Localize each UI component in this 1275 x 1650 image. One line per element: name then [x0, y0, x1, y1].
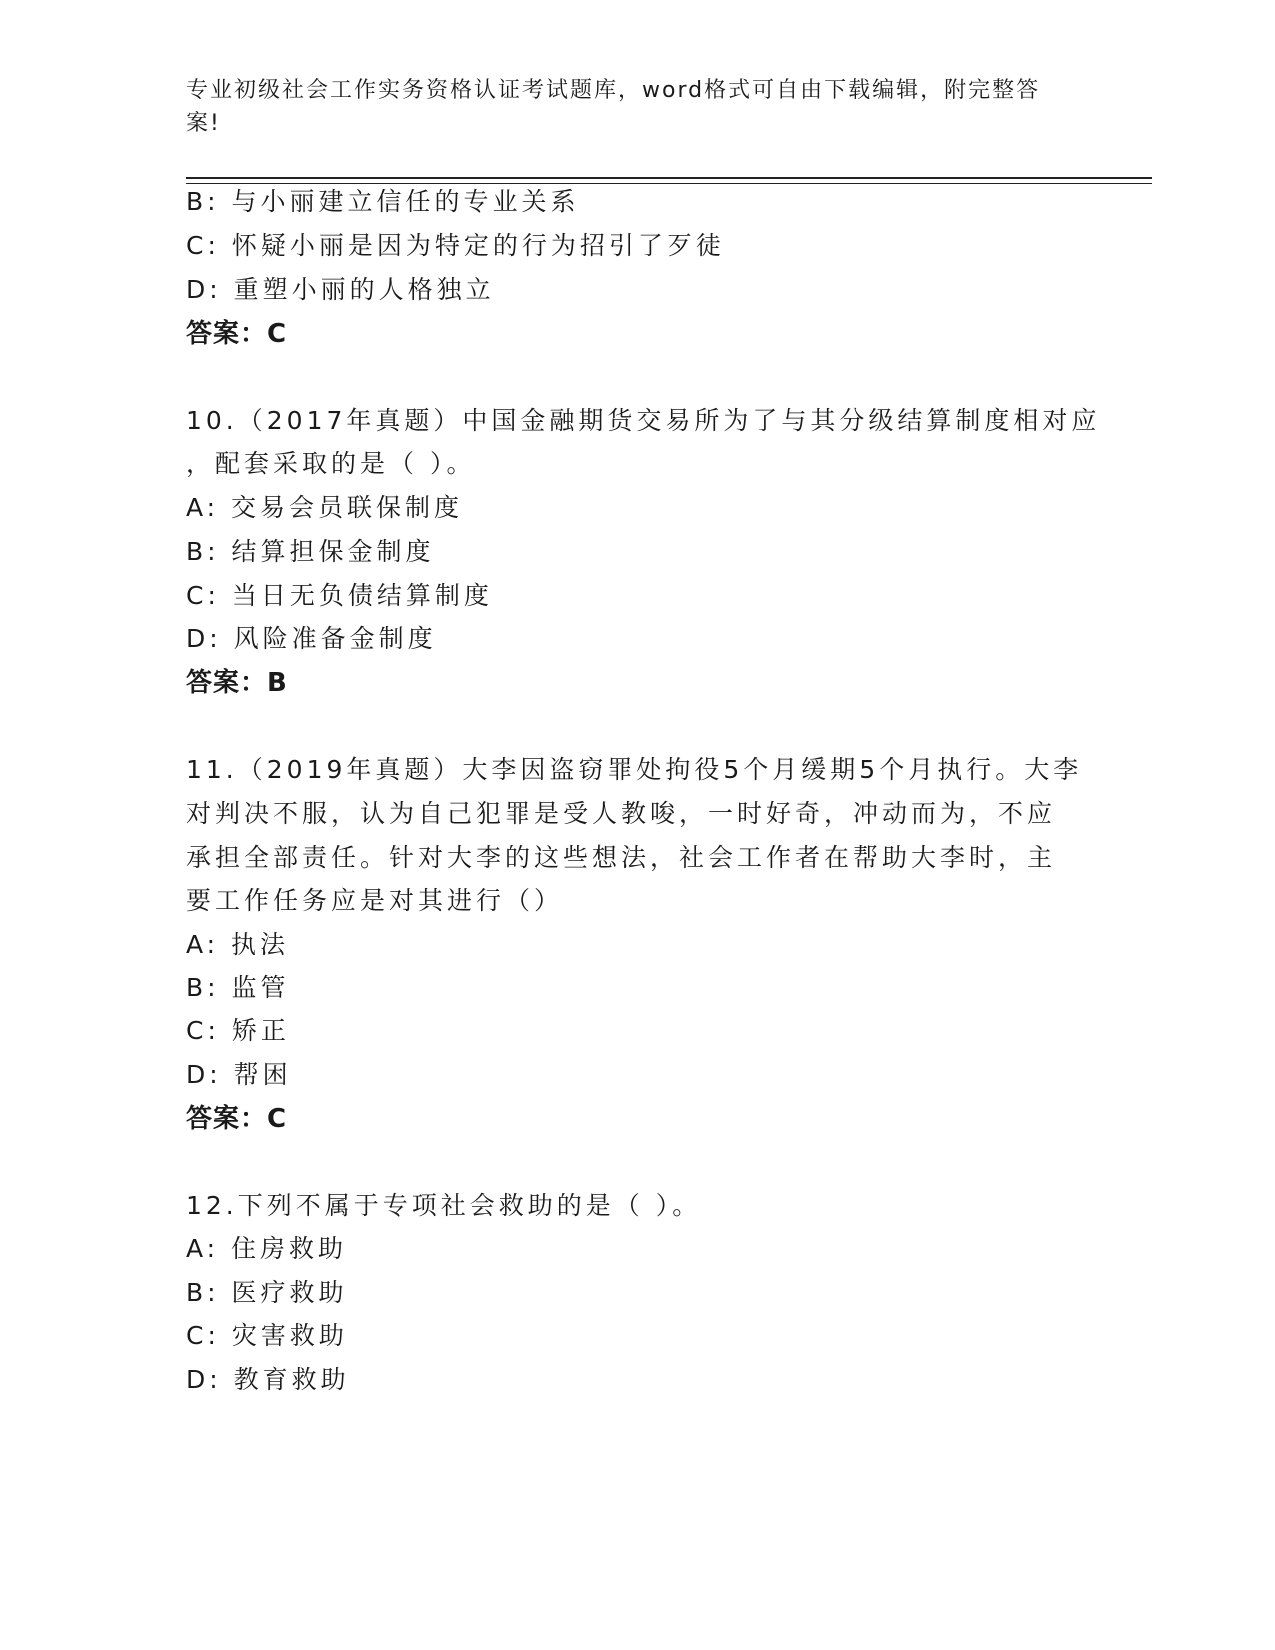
q12-option-a: A: 住房救助: [186, 1234, 348, 1263]
q10-option-b: B: 结算担保金制度: [186, 537, 435, 566]
q10-stem-line-2: ，配套采取的是（ ）。: [186, 449, 476, 478]
header-line-2: 案!: [186, 111, 221, 136]
q10-option-d: D: 风险准备金制度: [186, 624, 437, 653]
q9-option-c: C: 怀疑小丽是因为特定的行为招引了歹徒: [186, 231, 725, 260]
q12-stem-line-1: 12.下列不属于专项社会救助的是（ ）。: [186, 1191, 702, 1220]
q9-option-d: D: 重塑小丽的人格独立: [186, 275, 495, 304]
q12-option-d: D: 教育救助: [186, 1365, 350, 1394]
q10-option-c: C: 当日无负债结算制度: [186, 581, 493, 610]
q11-stem-line-1: 11.（2019年真题）大李因盗窃罪处拘役5个月缓期5个月执行。大李: [186, 755, 1083, 784]
q12-option-c: C: 灾害救助: [186, 1321, 348, 1350]
q12-option-b: B: 医疗救助: [186, 1278, 348, 1307]
q10-stem-line-1: 10.（2017年真题）中国金融期货交易所为了与其分级结算制度相对应: [186, 406, 1101, 435]
q11-stem-line-4: 要工作任务应是对其进行（）: [186, 886, 564, 915]
q10-answer: 答案：B: [186, 668, 288, 698]
q11-option-a: A: 执法: [186, 930, 290, 959]
q9-option-b: B: 与小丽建立信任的专业关系: [186, 187, 580, 216]
q10-option-a: A: 交易会员联保制度: [186, 493, 464, 522]
document-header: [186, 74, 1086, 140]
q9-answer: 答案：C: [186, 319, 288, 349]
q11-option-d: D: 帮困: [186, 1060, 292, 1089]
q11-answer: 答案：C: [186, 1104, 288, 1134]
q11-option-b: B: 监管: [186, 973, 290, 1002]
header-divider-thick: [186, 177, 1152, 179]
q11-stem-line-3: 承担全部责任。针对大李的这些想法，社会工作者在帮助大李时，主: [186, 843, 1057, 872]
header-divider-thin: [186, 183, 1152, 184]
header-line-1: 专业初级社会工作实务资格认证考试题库，word格式可自由下载编辑，附完整答: [186, 78, 1041, 103]
q11-stem-line-2: 对判决不服，认为自己犯罪是受人教唆，一时好奇，冲动而为，不应: [186, 799, 1057, 828]
q11-option-c: C: 矫正: [186, 1016, 290, 1045]
